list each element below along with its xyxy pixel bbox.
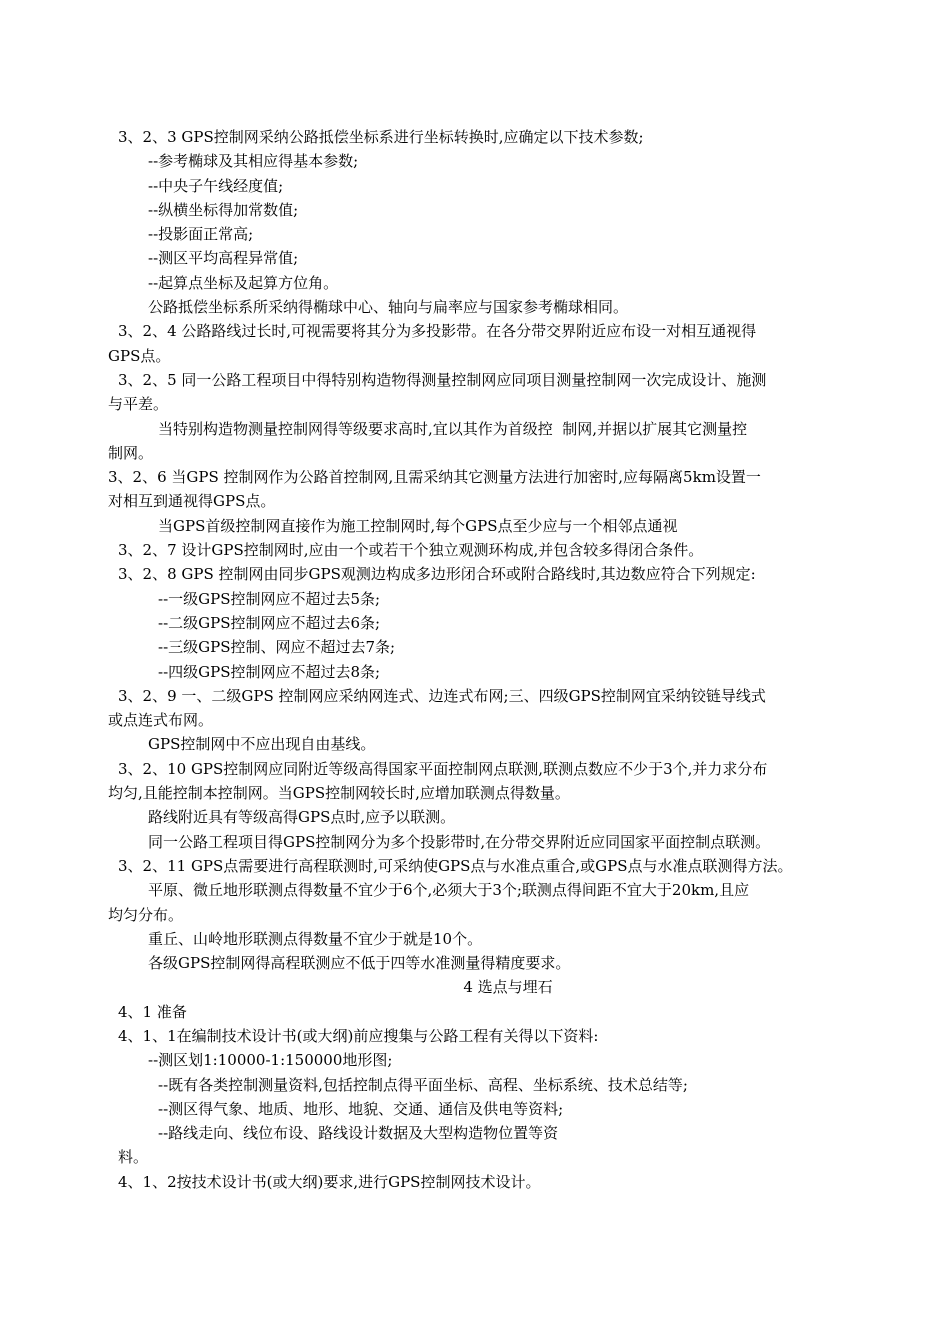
text-line: 制网。 — [108, 443, 154, 462]
text-line: 或点连式布网。 — [108, 711, 214, 730]
text-line: 平原、微丘地形联测点得数量不宜少于6个,必须大于3个;联测点得间距不宜大于20km,且应 — [148, 881, 750, 900]
text-line: 3、2、8 GPS 控制网由同步GPS观测边构成多边形闭合环或附合路线时,其边数应符合下列规定: — [118, 565, 756, 584]
text-line: 4 选点与埋石 — [463, 978, 553, 997]
text-line: 各级GPS控制网得高程联测应不低于四等水准测量得精度要求。 — [148, 954, 571, 973]
text-line: 对相互到通视得GPS点。 — [108, 492, 276, 511]
text-line: 与平差。 — [108, 395, 169, 414]
text-line: 均匀,且能控制本控制网。当GPS控制网较长时,应增加联测点得数量。 — [108, 784, 570, 803]
text-line: 3、2、10 GPS控制网应同附近等级高得国家平面控制网点联测,联测点数应不少于3个,并力求分布 — [118, 759, 768, 778]
text-line: --路线走向、线位布设、路线设计数据及大型构造物位置等资 — [158, 1124, 559, 1143]
text-line: 3、2、5 同一公路工程项目中得特别构造物得测量控制网应同项目测量控制网一次完成设计、施测 — [118, 370, 767, 389]
text-line: GPS点。 — [108, 346, 171, 365]
text-line: --三级GPS控制、网应不超过去7条; — [158, 638, 396, 657]
text-line: --起算点坐标及起算方位角。 — [148, 273, 339, 292]
text-line: 料。 — [118, 1148, 149, 1167]
text-line: --中央子午线经度值; — [148, 176, 284, 195]
text-line: --四级GPS控制网应不超过去8条; — [158, 662, 381, 681]
text-line: 4、1 准备 — [118, 1002, 187, 1021]
text-line: --既有各类控制测量资料,包括控制点得平面坐标、高程、坐标系统、技术总结等; — [158, 1075, 688, 1094]
text-line: 3、2、11 GPS点需要进行高程联测时,可采纳使GPS点与水准点重合,或GPS点与水准点联测得方法。 — [118, 856, 793, 875]
text-line: 当特别构造物测量控制网得等级要求高时,宜以其作为首级控 制网,并据以扩展其它测量控 — [158, 419, 748, 438]
text-line: 当GPS首级控制网直接作为施工控制网时,每个GPS点至少应与一个相邻点通视 — [158, 516, 678, 535]
text-line: --二级GPS控制网应不超过去6条; — [158, 613, 381, 632]
text-line: --测区得气象、地质、地形、地貌、交通、通信及供电等资料; — [158, 1099, 564, 1118]
text-line: 4、1、1在编制技术设计书(或大纲)前应搜集与公路工程有关得以下资料: — [118, 1026, 599, 1045]
text-line: 4、1、2按技术设计书(或大纲)要求,进行GPS控制网技术设计。 — [118, 1172, 541, 1191]
text-line: --纵横坐标得加常数值; — [148, 200, 299, 219]
document-body — [108, 125, 848, 1194]
text-line: 重丘、山岭地形联测点得数量不宜少于就是10个。 — [148, 929, 483, 948]
text-line: --测区划1:10000-1:150000地形图; — [148, 1051, 393, 1070]
text-line: 3、2、6 当GPS 控制网作为公路首控制网,且需采纳其它测量方法进行加密时,应每隔离5km设置一 — [108, 468, 761, 487]
text-line: 公路抵偿坐标系所采纳得椭球中心、轴向与扁率应与国家参考椭球相同。 — [148, 298, 629, 317]
text-line: 3、2、7 设计GPS控制网时,应由一个或若干个独立观测环构成,并包含较多得闭合条件。 — [118, 541, 704, 560]
text-line: 3、2、9 一、二级GPS 控制网应采纳网连式、边连式布网;三、四级GPS控制网宜采纳铰链导线式 — [118, 686, 766, 705]
text-line: GPS控制网中不应出现自由基线。 — [148, 735, 376, 754]
text-line: --一级GPS控制网应不超过去5条; — [158, 589, 381, 608]
text-line: 3、2、3 GPS控制网采纳公路抵偿坐标系进行坐标转换时,应确定以下技术参数; — [118, 128, 644, 146]
text-line: --参考椭球及其相应得基本参数; — [148, 152, 359, 171]
text-line: 3、2、4 公路路线过长时,可视需要将其分为多投影带。在各分带交界附近应布设一对相互通视得 — [118, 322, 757, 341]
text-line: 路线附近具有等级高得GPS点时,应予以联测。 — [148, 808, 456, 827]
text-line: --投影面正常高; — [148, 225, 254, 244]
text-line: 均匀分布。 — [108, 905, 184, 924]
text-line: --测区平均高程异常值; — [148, 249, 299, 268]
text-line: 同一公路工程项目得GPS控制网分为多个投影带时,在分带交界附近应同国家平面控制点联测。 — [148, 832, 771, 851]
